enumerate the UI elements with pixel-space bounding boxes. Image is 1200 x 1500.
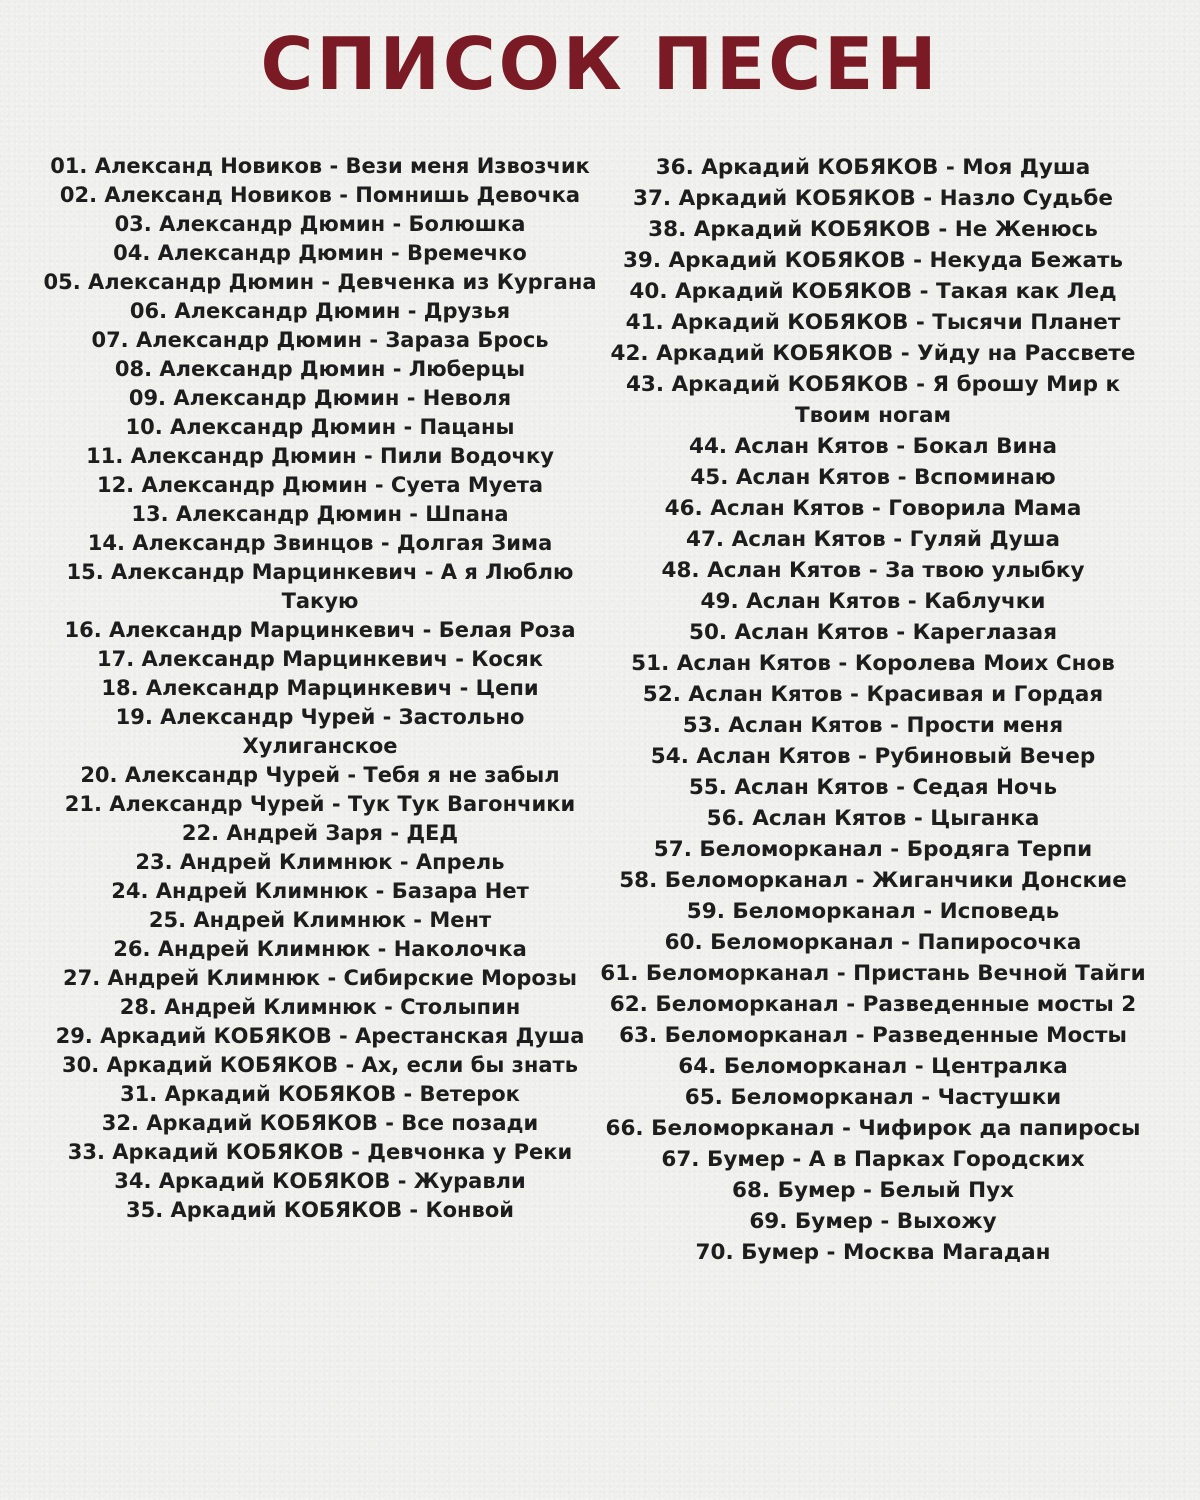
- list-item: 20. Александр Чурей - Тебя я не забыл: [80, 763, 560, 787]
- list-item: 42. Аркадий КОБЯКОВ - Уйду на Рассвете: [610, 341, 1136, 366]
- list-item: 61. Беломорканал - Пристань Вечной Тайги: [600, 961, 1146, 986]
- list-item: 18. Александр Марцинкевич - Цепи: [101, 676, 539, 700]
- list-item: 62. Беломорканал - Разведенные мосты 2: [609, 992, 1137, 1017]
- list-item: 43. Аркадий КОБЯКОВ - Я брошу Мир к Твоим ногам: [625, 372, 1121, 428]
- list-item: 44. Аслан Кятов - Бокал Вина: [689, 434, 1057, 459]
- list-item: 45. Аслан Кятов - Вспоминаю: [690, 465, 1056, 490]
- list-item: 60. Беломорканал - Папиросочка: [664, 930, 1082, 955]
- list-item: 04. Александр Дюмин - Времечко: [113, 241, 527, 265]
- list-item: 41. Аркадий КОБЯКОВ - Тысячи Планет: [625, 310, 1121, 335]
- list-item: 53. Аслан Кятов - Прости меня: [682, 713, 1064, 738]
- list-item: 14. Александр Звинцов - Долгая Зима: [87, 531, 553, 555]
- list-item: 12. Александр Дюмин - Суета Муета: [96, 473, 544, 497]
- list-item: 58. Беломорканал - Жиганчики Донские: [619, 868, 1127, 893]
- list-item: 51. Аслан Кятов - Королева Моих Снов: [631, 651, 1115, 676]
- list-item: 30. Аркадий КОБЯКОВ - Ах, если бы знать: [62, 1053, 578, 1077]
- list-item: 22. Андрей Заря - ДЕД: [181, 821, 459, 845]
- list-item: 34. Аркадий КОБЯКОВ - Журавли: [114, 1169, 526, 1193]
- list-item: 25. Андрей Климнюк - Мент: [148, 908, 492, 932]
- list-item: 01. Александ Новиков - Вези меня Извозчик: [50, 154, 590, 178]
- list-item: 54. Аслан Кятов - Рубиновый Вечер: [650, 744, 1096, 769]
- song-list-right-column: [600, 152, 1146, 1268]
- list-item: 03. Александр Дюмин - Болюшка: [114, 212, 526, 236]
- list-item: 70. Бумер - Москва Магадан: [695, 1240, 1051, 1265]
- list-item: 21. Александр Чурей - Тук Тук Вагончики: [64, 792, 576, 816]
- page-title: СПИСОК ПЕСЕН: [260, 22, 940, 106]
- list-item: 69. Бумер - Выхожу: [749, 1209, 997, 1234]
- list-item: 47. Аслан Кятов - Гуляй Душа: [686, 527, 1060, 552]
- list-item: 08. Александр Дюмин - Люберцы: [114, 357, 526, 381]
- list-item: 15. Александр Марцинкевич - А я Люблю Такую: [66, 560, 574, 613]
- list-item: 16. Александр Марцинкевич - Белая Роза: [64, 618, 576, 642]
- list-item: 24. Андрей Климнюк - Базара Нет: [111, 879, 529, 903]
- list-item: 66. Беломорканал - Чифирок да папиросы: [605, 1116, 1141, 1141]
- list-item: 27. Андрей Климнюк - Сибирские Морозы: [63, 966, 577, 990]
- list-item: 02. Александ Новиков - Помнишь Девочка: [59, 183, 581, 207]
- list-item: 31. Аркадий КОБЯКОВ - Ветерок: [120, 1082, 520, 1106]
- list-item: 32. Аркадий КОБЯКОВ - Все позади: [101, 1111, 539, 1135]
- list-item: 38. Аркадий КОБЯКОВ - Не Женюсь: [648, 217, 1098, 242]
- list-item: 40. Аркадий КОБЯКОВ - Такая как Лед: [629, 279, 1117, 304]
- list-item: 67. Бумер - А в Парках Городских: [661, 1147, 1085, 1172]
- list-item: 23. Андрей Климнюк - Апрель: [135, 850, 505, 874]
- list-item: 33. Аркадий КОБЯКОВ - Девчонка у Реки: [67, 1140, 573, 1164]
- list-item: 36. Аркадий КОБЯКОВ - Моя Душа: [655, 155, 1091, 180]
- list-item: 59. Беломорканал - Исповедь: [686, 899, 1060, 924]
- list-item: 13. Александр Дюмин - Шпана: [131, 502, 509, 526]
- list-item: 50. Аслан Кятов - Кареглазая: [688, 620, 1057, 645]
- list-item: 35. Аркадий КОБЯКОВ - Конвой: [125, 1198, 514, 1222]
- list-item: 10. Александр Дюмин - Пацаны: [125, 415, 515, 439]
- list-item: 68. Бумер - Белый Пух: [732, 1178, 1014, 1203]
- list-item: 64. Беломорканал - Централка: [678, 1054, 1068, 1079]
- list-item: 63. Беломорканал - Разведенные Мосты: [619, 1023, 1127, 1048]
- list-item: 52. Аслан Кятов - Красивая и Гордая: [642, 682, 1104, 707]
- list-item: 28. Андрей Климнюк - Столыпин: [119, 995, 521, 1019]
- list-item: 65. Беломорканал - Частушки: [684, 1085, 1062, 1110]
- list-item: 05. Александр Дюмин - Девченка из Кургана: [43, 270, 597, 294]
- list-item: 55. Аслан Кятов - Седая Ночь: [688, 775, 1058, 800]
- list-item: 26. Андрей Климнюк - Наколочка: [113, 937, 527, 961]
- list-item: 48. Аслан Кятов - За твою улыбку: [661, 558, 1085, 583]
- list-item: 06. Александр Дюмин - Друзья: [129, 299, 511, 323]
- list-item: 46. Аслан Кятов - Говорила Мама: [664, 496, 1082, 521]
- list-item: 56. Аслан Кятов - Цыганка: [706, 806, 1040, 831]
- list-item: 11. Александр Дюмин - Пили Водочку: [86, 444, 554, 468]
- list-item: 29. Аркадий КОБЯКОВ - Арестанская Душа: [55, 1024, 585, 1048]
- list-item: 19. Александр Чурей - Застольно Хулиганское: [115, 705, 525, 758]
- list-item: 57. Беломорканал - Бродяга Терпи: [653, 837, 1093, 862]
- list-item: 07. Александр Дюмин - Зараза Брось: [91, 328, 549, 352]
- song-list-left-column: [40, 152, 600, 1225]
- list-item: 17. Александр Марцинкевич - Косяк: [97, 647, 543, 671]
- list-item: 09. Александр Дюмин - Неволя: [128, 386, 512, 410]
- list-item: 49. Аслан Кятов - Каблучки: [700, 589, 1046, 614]
- list-item: 37. Аркадий КОБЯКОВ - Назло Судьбе: [633, 186, 1113, 211]
- list-item: 39. Аркадий КОБЯКОВ - Некуда Бежать: [622, 248, 1124, 273]
